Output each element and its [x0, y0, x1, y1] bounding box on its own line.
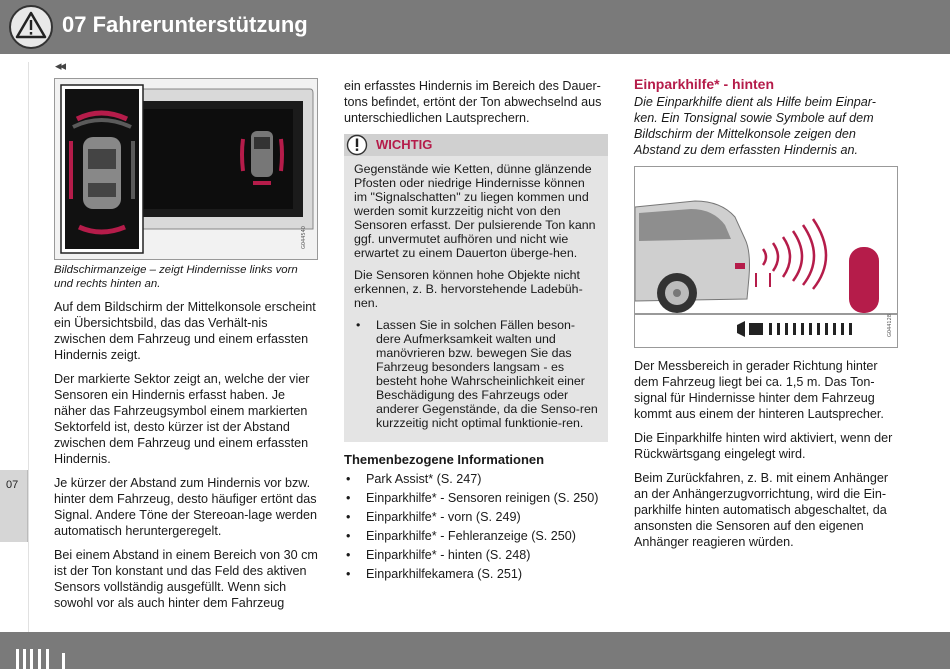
paragraph: Je kürzer der Abstand zum Hindernis vor bzw. hinter dem Fahrzeug, desto häufiger ertönt das Signal. Andere Töne der Stereoan-lage werden automatisch heruntergeregelt.: [54, 476, 318, 538]
warning-triangle-icon: [8, 4, 54, 50]
warning-bullet: • Lassen Sie in solchen Fällen beson-dere Aufmerksamkeit walten und manövrieren bzw. bewegen Sie das Fahrzeug besonders langsam - es besteht hohe Wahrscheinlichkeit einer Beschädigung des Fahrzeugs oder anderer Gegenstände, da die Senso-ren kurzzeitig nicht optimal funktionie-ren.: [354, 318, 598, 430]
paragraph: ein erfasstes Hindernis im Bereich des Dauer-tons befindet, ertönt der Ton abwechselnd aus unterschiedlichen Lautsprechern.: [344, 79, 602, 125]
parking-display-illustration: [55, 79, 317, 259]
chapter-tab-label: 07: [6, 479, 19, 491]
section-title: Einparkhilfe* - hinten: [634, 76, 775, 92]
column-1: [54, 78, 318, 619]
section-intro: Die Einparkhilfe dient als Hilfe beim Einpar-ken. Ein Tonsignal sowie Symbole auf dem Bildschirm der Mittelkonsole zeigen den Abstand zu dem erfassten Hindernis an.: [634, 95, 876, 157]
paragraph: Bei einem Abstand in einem Bereich von 30 cm ist der Ton konstant und das Feld des aktiven Sensors vollständig ausgefüllt. Wenn sich sowohl vor als auch hinter dem Fahrzeug: [54, 548, 318, 610]
column-2: [344, 78, 608, 584]
column-3: [634, 76, 898, 558]
important-box: [344, 134, 608, 442]
important-title: WICHTIG: [376, 137, 433, 152]
exclamation-icon: [346, 134, 368, 156]
side-divider: [28, 62, 29, 632]
related-link[interactable]: • Park Assist* (S. 247): [344, 470, 608, 489]
related-link[interactable]: • Einparkhilfe* - hinten (S. 248): [344, 546, 608, 565]
paragraph: Auf dem Bildschirm der Mittelkonsole erscheint ein Übersichtsbild, das das Verhält-nis zwischen dem Fahrzeug und einem erfassten Hindernis zeigt.: [54, 300, 316, 362]
related-list: [344, 470, 608, 584]
rear-parking-illustration: [635, 167, 897, 347]
page-title: 07 Fahrerunterstützung: [62, 12, 308, 37]
paragraph: Der Messbereich in gerader Richtung hinter dem Fahrzeug liegt bei ca. 1,5 m. Das Ton-signal für Hindernisse hinter dem Fahrzeug kommt aus einem der hinteren Lautsprecher.: [634, 359, 884, 421]
back-nav-icon[interactable]: ◂◂: [55, 58, 65, 73]
brand-logo-icon: [14, 643, 66, 669]
display-figure: [54, 78, 318, 260]
paragraph: Die Einparkhilfe hinten wird aktiviert, wenn der Rückwärtsgang eingelegt wird.: [634, 431, 893, 461]
important-header: [344, 134, 608, 156]
figure-code: G044540: [301, 226, 307, 249]
paragraph: Beim Zurückfahren, z. B. mit einem Anhänger an der Anhängerzugvorrichtung, wird die Ein-parkhilfe hinten automatisch abgeschaltet, da ansonsten die Sensoren auf den eigenen Anhänger reagieren würden.: [634, 471, 889, 549]
related-link[interactable]: • Einparkhilfe* - Sensoren reinigen (S. 250): [344, 489, 608, 508]
related-link[interactable]: • Einparkhilfekamera (S. 251): [344, 565, 608, 584]
warning-text: Die Sensoren können hohe Objekte nicht erkennen, z. B. hervorstehende Ladebüh-nen.: [354, 268, 583, 310]
figure-caption: Bildschirmanzeige – zeigt Hindernisse links vorn und rechts hinten an.: [54, 264, 298, 290]
rear-sensor-figure: [634, 166, 898, 348]
page-header: [0, 0, 950, 54]
page-footer: [0, 632, 950, 669]
warning-text: Gegenstände wie Ketten, dünne glänzende Pfosten oder niedrige Hindernisse können im "Signalschatten" zu liegen kommen und werden somit kurzzeitig nicht von den Sensoren erfasst. Der pulsierende Ton kann ggf. unvermutet aufhören und nicht wie erwartet zu einem Dauerton überge-hen.: [354, 162, 596, 260]
related-title: Themenbezogene Informationen: [344, 452, 545, 467]
related-link[interactable]: • Einparkhilfe* - Fehleranzeige (S. 250): [344, 527, 608, 546]
chapter-tab[interactable]: [0, 470, 28, 542]
paragraph: Der markierte Sektor zeigt an, welche der vier Sensoren ein Hindernis erfasst haben. Je näher das Fahrzeugsymbol einem markierten Sektorfeld ist, desto kürzer ist der Abstand zwischen dem Fahrzeug und einem erfassten Hindernis.: [54, 372, 310, 466]
related-link[interactable]: • Einparkhilfe* - vorn (S. 249): [344, 508, 608, 527]
figure-code: G044128: [887, 314, 893, 337]
